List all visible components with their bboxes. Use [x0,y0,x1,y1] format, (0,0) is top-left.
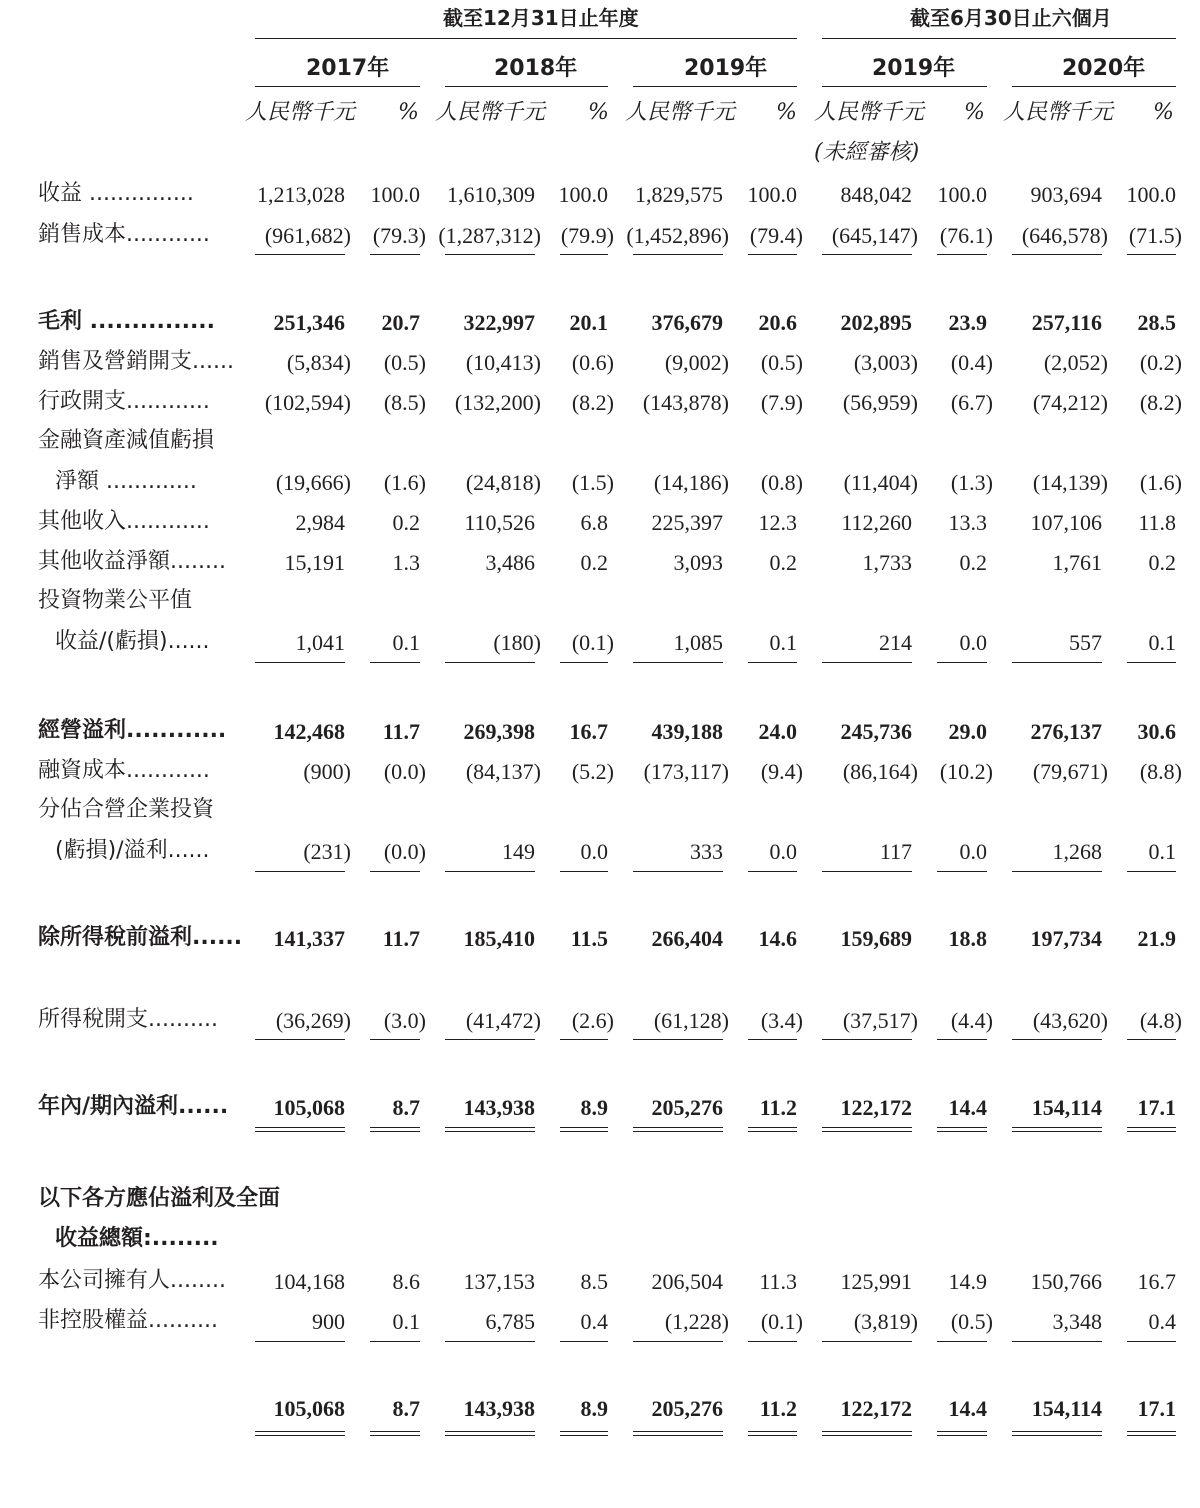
single-underline [370,1039,420,1040]
row-label: 收益/(虧損)...... [55,629,210,654]
amount-cell: 112,260 [841,510,912,535]
percent-label: % [964,100,985,125]
amount-cell: 269,398 [463,719,535,744]
amount-cell: (173,117) [643,759,729,784]
single-underline [1012,254,1102,255]
year-rule [822,86,987,87]
amount-cell: 105,068 [273,1396,345,1421]
double-underline [445,1431,535,1436]
double-underline [1127,1431,1176,1436]
row-label: 金融資產減值虧損 [38,428,215,453]
percent-cell: 0.4 [580,1309,608,1334]
amount-cell: (84,137) [465,759,541,784]
percent-cell: (5.2) [571,759,614,784]
amount-cell: 122,172 [840,1095,912,1120]
amount-cell: 202,895 [840,310,912,335]
amount-cell: (5,834) [286,350,351,375]
percent-cell: (3.4) [760,1008,803,1033]
amount-cell: (36,269) [275,1008,351,1033]
amount-cell: (86,164) [842,759,918,784]
percent-cell: 28.5 [1137,310,1176,335]
percent-cell: 0.1 [769,630,797,655]
amount-cell: 122,172 [840,1396,912,1421]
row-label: 其他收益淨額........ [38,549,226,574]
period-six-month-heading: 截至6月30日止六個月 [910,6,1112,30]
single-underline [633,662,723,663]
percent-cell: 14.4 [948,1095,987,1120]
amount-cell: 159,689 [840,926,912,951]
single-underline [560,1341,608,1342]
percent-cell: 29.0 [948,719,987,744]
percent-cell: 20.6 [758,310,797,335]
single-underline [560,662,608,663]
double-underline [370,1127,420,1132]
amount-cell: 143,938 [463,1396,535,1421]
single-underline [255,1039,345,1040]
single-underline [560,1039,608,1040]
amount-cell: 900 [312,1309,345,1334]
year-label: 2018年 [494,56,578,81]
single-underline [822,662,912,663]
amount-cell: (1,228) [664,1309,729,1334]
percent-label: % [398,100,419,125]
single-underline [255,254,345,255]
amount-cell: 150,766 [1030,1269,1102,1294]
percent-cell: 0.2 [769,550,797,575]
percent-cell: 16.7 [569,719,608,744]
single-underline [748,662,797,663]
percent-cell: 1.3 [392,550,420,575]
amount-cell: (961,682) [264,223,351,248]
amount-cell: 2,984 [295,510,345,535]
percent-cell: 11.7 [382,719,420,744]
percent-cell: (4.8) [1139,1008,1182,1033]
row-label: 投資物業公平值 [38,588,193,613]
amount-cell: 257,116 [1031,310,1102,335]
percent-cell: (1.6) [1139,470,1182,495]
amount-cell: 322,997 [463,310,535,335]
percent-cell: (0.0) [383,759,426,784]
amount-cell: (143,878) [642,390,729,415]
double-underline [633,1127,723,1132]
amount-cell: (646,578) [1021,223,1108,248]
percent-cell: (79.4) [749,223,803,248]
percent-cell: 16.7 [1137,1269,1176,1294]
single-underline [748,1341,797,1342]
amount-cell: (56,959) [842,390,918,415]
amount-cell: (900) [303,759,351,784]
percent-cell: (3.0) [383,1008,426,1033]
amount-cell: 142,468 [273,719,345,744]
row-label: 收益 ............... [38,181,194,206]
amount-cell: 117 [879,839,912,864]
amount-cell: 1,085 [673,630,723,655]
single-underline [560,871,608,872]
amount-cell: 225,397 [651,510,723,535]
percent-cell: 8.6 [392,1269,420,1294]
single-underline [1012,871,1102,872]
single-underline [255,871,345,872]
percent-cell: 0.1 [1148,839,1176,864]
row-label: 銷售及營銷開支...... [38,349,234,374]
double-underline [1012,1127,1102,1132]
double-underline [1127,1127,1176,1132]
percent-cell: 14.6 [758,926,797,951]
double-underline [937,1431,987,1436]
percent-cell: 8.9 [580,1396,608,1421]
percent-cell: 6.8 [580,510,608,535]
double-underline [748,1127,797,1132]
percent-cell: 0.2 [392,510,420,535]
percent-cell: 23.9 [948,310,987,335]
amount-cell: 137,153 [463,1269,535,1294]
row-label: 分佔合營企業投資 [38,797,215,822]
percent-cell: (71.5) [1128,223,1182,248]
amount-cell: 903,694 [1030,182,1102,207]
double-underline [822,1431,912,1436]
unit-label: 人民幣千元 [625,100,736,125]
percent-cell: 100.0 [558,182,608,207]
amount-cell: 266,404 [651,926,723,951]
unaudited-note: (未經審核) [814,140,920,165]
period-annual-heading: 截至12月31日止年度 [443,6,639,30]
percent-cell: (8.8) [1139,759,1182,784]
amount-cell: (61,128) [653,1008,729,1033]
amount-cell: 125,991 [840,1269,912,1294]
percent-cell: 100.0 [370,182,420,207]
single-underline [1012,1039,1102,1040]
percent-cell: (0.5) [383,350,426,375]
amount-cell: 141,337 [273,926,345,951]
percent-cell: (0.8) [760,470,803,495]
single-underline [937,254,987,255]
percent-cell: 20.7 [381,310,420,335]
percent-cell: 0.0 [769,839,797,864]
percent-cell: 0.1 [392,1309,420,1334]
single-underline [748,254,797,255]
amount-cell: 214 [879,630,912,655]
amount-cell: 1,733 [862,550,912,575]
single-underline [937,1039,987,1040]
row-label: 年內/期內溢利...... [38,1094,229,1119]
percent-cell: (0.5) [760,350,803,375]
unit-label: 人民幣千元 [245,100,356,125]
percent-cell: 11.8 [1138,510,1176,535]
percent-cell: 8.7 [392,1396,420,1421]
double-underline [255,1127,345,1132]
percent-cell: 0.0 [959,630,987,655]
percent-cell: 0.1 [1148,630,1176,655]
amount-cell: 154,114 [1031,1095,1102,1120]
single-underline [370,1341,420,1342]
percent-cell: (1.5) [571,470,614,495]
row-label: 淨額 ............. [55,469,197,494]
percent-cell: 11.2 [759,1095,797,1120]
amount-cell: (231) [303,839,351,864]
single-underline [370,254,420,255]
percent-cell: (9.4) [760,759,803,784]
percent-cell: 0.2 [1148,550,1176,575]
amount-cell: 245,736 [840,719,912,744]
row-label: (虧損)/溢利...... [55,838,210,863]
percent-cell: (79.9) [560,223,614,248]
amount-cell: (74,212) [1032,390,1108,415]
row-label: 所得稅開支.......... [38,1007,218,1032]
amount-cell: 6,785 [485,1309,535,1334]
single-underline [822,871,912,872]
amount-cell: (180) [493,630,541,655]
percent-cell: (0.4) [950,350,993,375]
single-underline [445,1341,535,1342]
double-underline [633,1431,723,1436]
single-underline [1012,662,1102,663]
percent-cell: (2.6) [571,1008,614,1033]
amount-cell: (43,620) [1032,1008,1108,1033]
single-underline [937,1341,987,1342]
percent-cell: 30.6 [1137,719,1176,744]
amount-cell: 3,348 [1052,1309,1102,1334]
percent-cell: 0.1 [392,630,420,655]
percent-cell: (8.5) [383,390,426,415]
percent-cell: 24.0 [758,719,797,744]
percent-cell: 0.0 [959,839,987,864]
double-underline [1012,1431,1102,1436]
amount-cell: 848,042 [840,182,912,207]
amount-cell: 1,829,575 [635,182,723,207]
percent-cell: 8.9 [580,1095,608,1120]
percent-cell: (10.2) [939,759,993,784]
amount-cell: 1,268 [1052,839,1102,864]
amount-cell: 3,093 [673,550,723,575]
amount-cell: 149 [502,839,535,864]
amount-cell: 107,106 [1030,510,1102,535]
percent-cell: (1.3) [950,470,993,495]
double-underline [255,1431,345,1436]
amount-cell: (79,671) [1032,759,1108,784]
single-underline [1127,254,1176,255]
single-underline [1127,662,1176,663]
row-label: 毛利 ............... [38,309,216,334]
row-label: 銷售成本............ [38,222,210,247]
row-label: 行政開支............ [38,389,210,414]
amount-cell: (24,818) [465,470,541,495]
double-underline [560,1127,608,1132]
single-underline [748,1039,797,1040]
amount-cell: 276,137 [1030,719,1102,744]
amount-cell: (14,139) [1032,470,1108,495]
percent-cell: (79.3) [372,223,426,248]
percent-label: % [588,100,609,125]
amount-cell: 15,191 [284,550,345,575]
percent-cell: 12.3 [758,510,797,535]
amount-cell: 1,610,309 [447,182,535,207]
year-rule [445,86,608,87]
amount-cell: 104,168 [273,1269,345,1294]
amount-cell: 1,041 [295,630,345,655]
percent-cell: 0.2 [959,550,987,575]
percent-cell: (76.1) [939,223,993,248]
percent-cell: (7.9) [760,390,803,415]
single-underline [445,1039,535,1040]
amount-cell: (11,404) [843,470,918,495]
amount-cell: (1,287,312) [438,223,541,248]
percent-cell: (0.1) [760,1309,803,1334]
row-label: 以下各方應佔溢利及全面 [38,1186,281,1211]
double-underline [748,1431,797,1436]
amount-cell: (41,472) [465,1008,541,1033]
percent-label: % [776,100,797,125]
percent-cell: (0.0) [383,839,426,864]
single-underline [748,871,797,872]
percent-cell: 18.8 [948,926,987,951]
amount-cell: 110,526 [464,510,535,535]
amount-cell: 205,276 [651,1396,723,1421]
percent-cell: (0.6) [571,350,614,375]
single-underline [445,662,535,663]
single-underline [370,871,420,872]
amount-cell: (3,003) [853,350,918,375]
amount-cell: 439,188 [651,719,723,744]
amount-cell: 105,068 [273,1095,345,1120]
percent-cell: 11.7 [382,926,420,951]
percent-cell: 11.2 [759,1396,797,1421]
amount-cell: 143,938 [463,1095,535,1120]
year-label: 2017年 [306,56,390,81]
percent-cell: (8.2) [1139,390,1182,415]
amount-cell: 185,410 [463,926,535,951]
amount-cell: (37,517) [842,1008,918,1033]
amount-cell: 376,679 [651,310,723,335]
single-underline [822,1039,912,1040]
amount-cell: (2,052) [1043,350,1108,375]
single-underline [1127,1039,1176,1040]
single-underline [255,1341,345,1342]
single-underline [255,662,345,663]
single-underline [822,254,912,255]
row-label: 收益總額:........ [55,1226,219,1251]
single-underline [937,871,987,872]
double-underline [822,1127,912,1132]
percent-cell: 100.0 [1126,182,1176,207]
amount-cell: (102,594) [264,390,351,415]
double-underline [445,1127,535,1132]
single-underline [1127,1341,1176,1342]
percent-cell: 14.4 [948,1396,987,1421]
year-rule [633,86,797,87]
year-label: 2019年 [684,56,768,81]
percent-cell: (6.7) [950,390,993,415]
amount-cell: (132,200) [454,390,541,415]
double-underline [937,1127,987,1132]
single-underline [633,1039,723,1040]
amount-cell: (3,819) [853,1309,918,1334]
year-rule [1012,86,1176,87]
double-underline [370,1431,420,1436]
amount-cell: 557 [1069,630,1102,655]
percent-cell: (0.5) [950,1309,993,1334]
year-label: 2019年 [872,56,956,81]
percent-cell: 8.7 [392,1095,420,1120]
percent-cell: 100.0 [747,182,797,207]
percent-cell: 17.1 [1137,1095,1176,1120]
percent-cell: (8.2) [571,390,614,415]
percent-cell: 100.0 [937,182,987,207]
amount-cell: (19,666) [275,470,351,495]
unit-label: 人民幣千元 [814,100,925,125]
amount-cell: 154,114 [1031,1396,1102,1421]
row-label: 非控股權益.......... [38,1308,218,1333]
single-underline [633,254,723,255]
single-underline [560,254,608,255]
percent-cell: (0.1) [571,630,614,655]
single-underline [1127,871,1176,872]
double-underline [560,1431,608,1436]
single-underline [1012,1341,1102,1342]
percent-cell: 14.9 [948,1269,987,1294]
amount-cell: (9,002) [664,350,729,375]
six-month-header-rule [822,38,1176,39]
percent-cell: 0.4 [1148,1309,1176,1334]
percent-cell: 11.5 [570,926,608,951]
percent-cell: 20.1 [569,310,608,335]
amount-cell: 1,213,028 [257,182,345,207]
single-underline [822,1341,912,1342]
percent-cell: (0.2) [1139,350,1182,375]
percent-cell: 0.2 [580,550,608,575]
row-label: 本公司擁有人........ [38,1268,226,1293]
year-rule [255,86,420,87]
amount-cell: 197,734 [1030,926,1102,951]
amount-cell: 3,486 [485,550,535,575]
unit-label: 人民幣千元 [435,100,546,125]
annual-header-rule [255,38,797,39]
percent-cell: (1.6) [383,470,426,495]
row-label: 經營溢利............ [38,718,227,743]
single-underline [633,871,723,872]
year-label: 2020年 [1062,56,1146,81]
row-label: 其他收入............ [38,509,210,534]
amount-cell: (10,413) [465,350,541,375]
amount-cell: 251,346 [273,310,345,335]
single-underline [445,871,535,872]
amount-cell: 333 [690,839,723,864]
percent-cell: 8.5 [580,1269,608,1294]
single-underline [445,254,535,255]
single-underline [633,1341,723,1342]
amount-cell: 1,761 [1052,550,1102,575]
single-underline [370,662,420,663]
unit-label: 人民幣千元 [1003,100,1114,125]
percent-cell: (4.4) [950,1008,993,1033]
amount-cell: (645,147) [831,223,918,248]
row-label: 除所得稅前溢利...... [38,925,243,950]
row-label: 融資成本............ [38,758,210,783]
single-underline [937,662,987,663]
percent-cell: 11.3 [759,1269,797,1294]
percent-cell: 13.3 [948,510,987,535]
percent-cell: 0.0 [580,839,608,864]
amount-cell: 205,276 [651,1095,723,1120]
amount-cell: (14,186) [653,470,729,495]
amount-cell: 206,504 [651,1269,723,1294]
amount-cell: (1,452,896) [626,223,729,248]
percent-cell: 17.1 [1137,1396,1176,1421]
percent-label: % [1153,100,1174,125]
percent-cell: 21.9 [1137,926,1176,951]
